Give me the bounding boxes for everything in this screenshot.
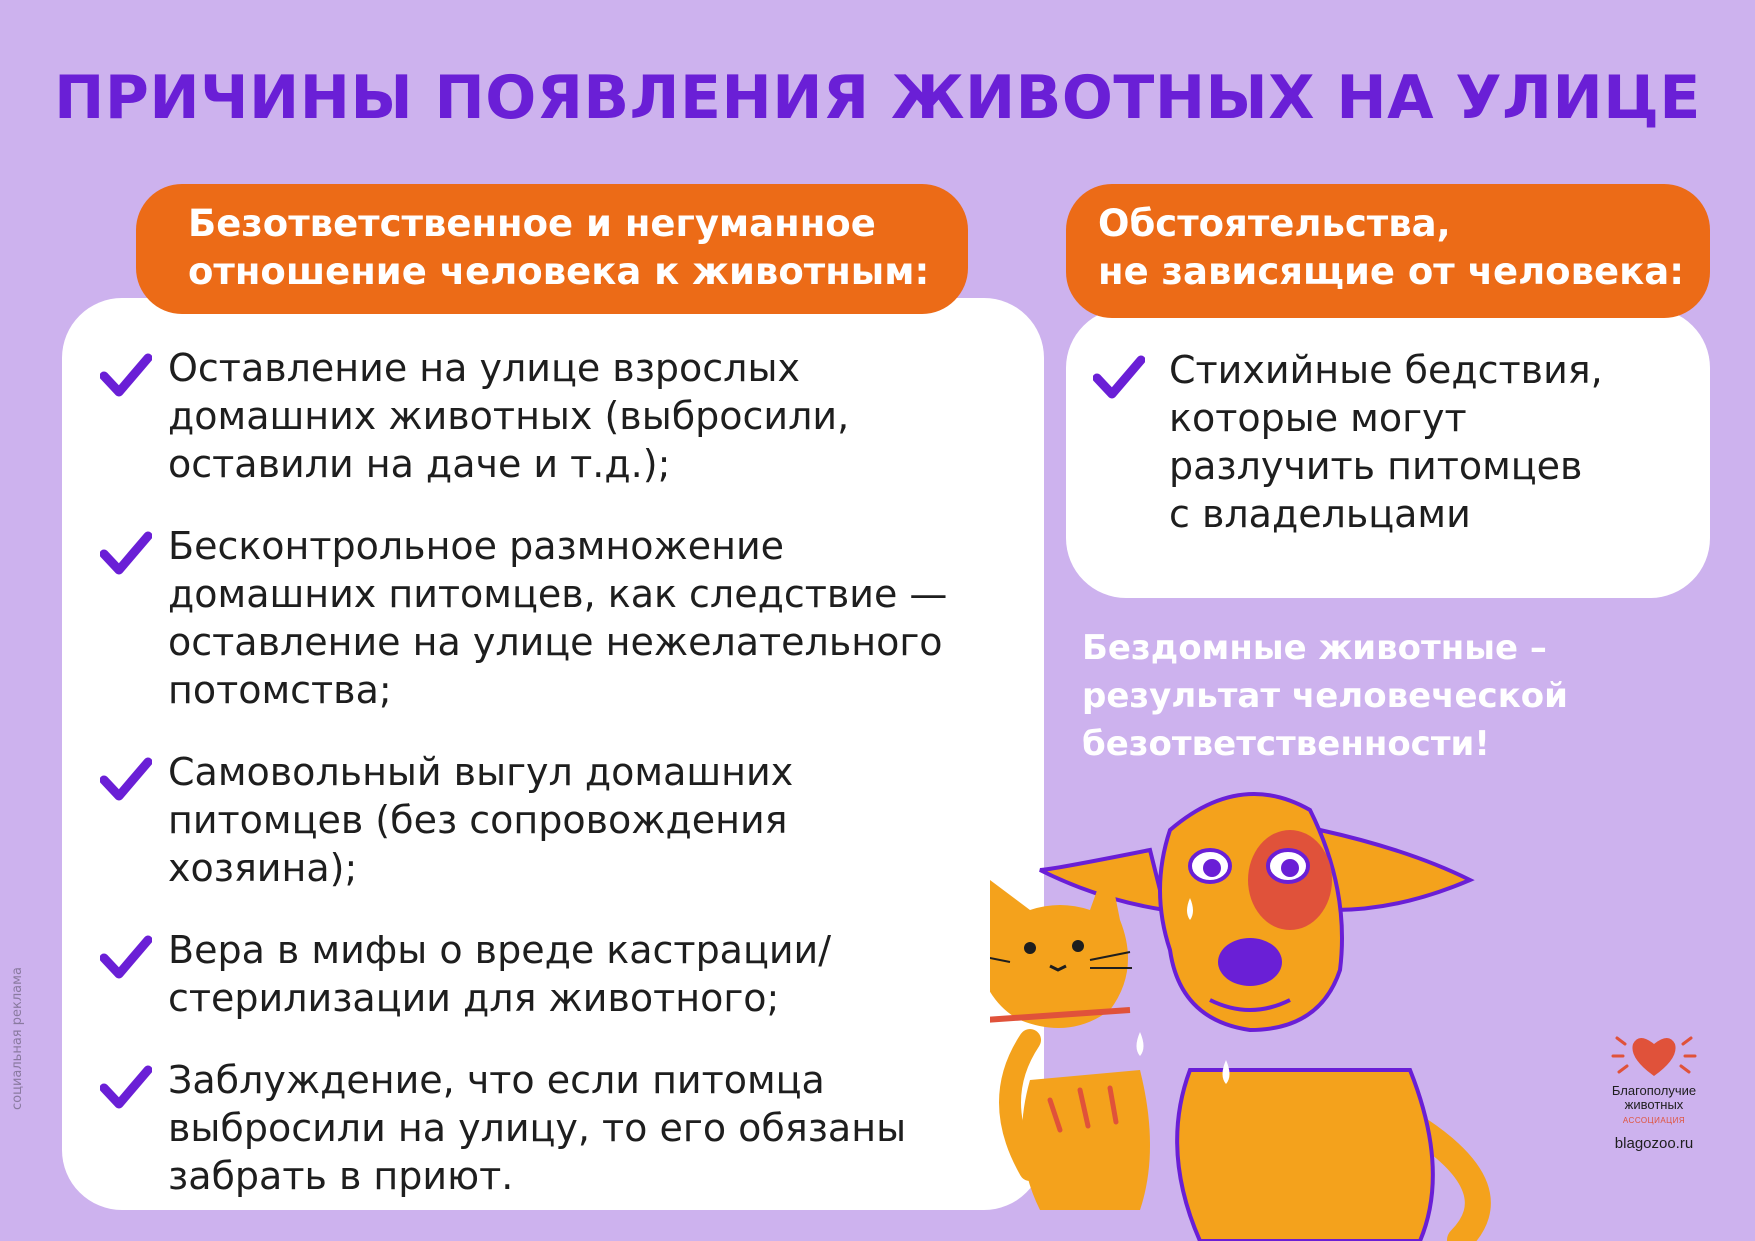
section-header-external-line1: Обстоятельства, (1098, 202, 1451, 245)
list-item-text: Вера в мифы о вреде кастрации/ стерилизации для животного; (168, 928, 832, 1020)
check-icon (1093, 354, 1145, 400)
check-icon (100, 756, 152, 802)
association-logo (1594, 1030, 1714, 1152)
section-header-external (1066, 184, 1710, 318)
slogan: Бездомные животные – результат человеческой безответственности! (1082, 628, 1568, 764)
section-header-external-line2: не зависящие от человека: (1098, 250, 1684, 293)
list-item (100, 926, 1030, 1022)
section-header-human-line2: отношение человека к животным: (188, 250, 930, 293)
page-title: ПРИЧИНЫ ПОЯВЛЕНИЯ ЖИВОТНЫХ НА УЛИЦЕ (54, 63, 1701, 133)
section-header-human-line1: Безответственное и негуманное (188, 202, 876, 245)
list-item (100, 1056, 1030, 1200)
logo-name: Благополучие животных (1611, 1083, 1697, 1112)
logo-url[interactable]: blagozoo.ru (1614, 1135, 1694, 1152)
section-header-human (136, 184, 968, 314)
list-item (100, 522, 1030, 714)
list-item-text: Заблуждение, что если питомца выбросили на улицу, то его обязаны забрать в приют. (168, 1058, 907, 1198)
list-item-text: Стихийные бедствия, которые могут разлучить питомцев с владельцами (1169, 348, 1603, 536)
check-icon (100, 530, 152, 576)
list-item-text: Бесконтрольное размножение домашних питомцев, как следствие — оставление на улице нежелательного потомства; (168, 524, 948, 712)
cat-and-dog-illustration (990, 770, 1550, 1241)
check-icon (100, 1064, 152, 1110)
check-icon (100, 352, 152, 398)
list-item-text: Оставление на улице взрослых домашних животных (выбросили, оставили на даче и т.д.); (168, 346, 850, 486)
side-caption: социальная реклама (10, 967, 25, 1110)
list-item (100, 344, 1030, 488)
logo-subtitle: АССОЦИАЦИЯ (1622, 1116, 1686, 1125)
list-item (100, 748, 1030, 892)
check-icon (100, 934, 152, 980)
heart-logo-icon (1609, 1030, 1699, 1080)
list-item-text: Самовольный выгул домашних питомцев (без сопровождения хозяина); (168, 750, 794, 890)
list-item (1093, 346, 1713, 538)
